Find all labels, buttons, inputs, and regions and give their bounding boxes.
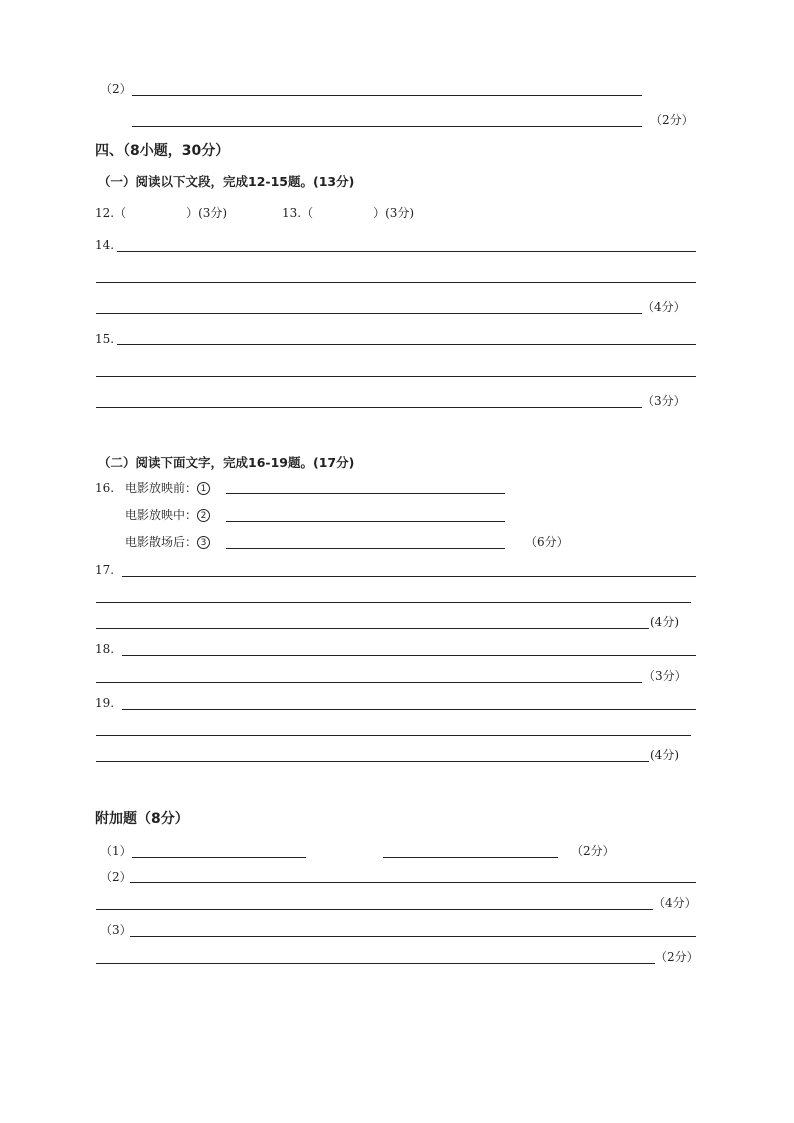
answer-line[interactable] (122, 576, 696, 577)
question-label: 19. (95, 696, 115, 710)
answer-line[interactable] (96, 313, 642, 314)
answer-line[interactable] (96, 407, 642, 408)
score-label: （2分） (655, 950, 699, 964)
question-label: （1） (100, 844, 132, 858)
answer-line[interactable] (383, 857, 558, 858)
answer-line[interactable] (96, 602, 691, 603)
circled-number: 3 (197, 536, 210, 549)
answer-line[interactable] (96, 909, 653, 910)
question-label: （2） (100, 82, 132, 96)
score-label: （3分） (643, 669, 687, 683)
q16-item-1: 电影放映前： 1 (125, 481, 210, 495)
score-label: （4分） (653, 896, 697, 910)
answer-line[interactable] (226, 521, 505, 522)
score-label: （2分） (571, 844, 615, 858)
question-label: 16. (95, 481, 115, 495)
score-label: （2分） (650, 113, 694, 127)
question-label: 14. (95, 238, 115, 252)
circled-number: 1 (197, 482, 210, 495)
score-label: （6分） (525, 535, 569, 549)
answer-line[interactable] (130, 936, 696, 937)
answer-line[interactable] (226, 548, 505, 549)
question-label: （2） (100, 870, 132, 884)
answer-line[interactable] (132, 857, 306, 858)
answer-line[interactable] (96, 282, 696, 283)
question-12: 12.（ ）(3分) (95, 206, 228, 220)
answer-line[interactable] (96, 628, 649, 629)
bonus-title: 附加题（8分） (95, 811, 189, 827)
answer-line[interactable] (132, 126, 642, 127)
answer-line[interactable] (96, 735, 691, 736)
circled-number: 2 (197, 509, 210, 522)
score-label: （3分） (642, 394, 686, 408)
question-label: 17. (95, 563, 115, 577)
subsection-title: （二）阅读下面文字，完成16-19题。(17分) (98, 455, 355, 470)
q16-item-3: 电影散场后： 3 (125, 535, 210, 549)
question-label: 15. (95, 332, 115, 346)
answer-line[interactable] (122, 709, 696, 710)
question-13: 13.（ ）(3分) (282, 206, 415, 220)
answer-line[interactable] (122, 655, 696, 656)
answer-line[interactable] (96, 963, 655, 964)
answer-line[interactable] (132, 95, 642, 96)
answer-line[interactable] (117, 344, 696, 345)
answer-line[interactable] (96, 682, 642, 683)
answer-line[interactable] (96, 761, 649, 762)
answer-line[interactable] (226, 493, 505, 494)
section-title: 四、（8小题，30分） (95, 143, 230, 159)
score-label: (4分) (650, 748, 679, 762)
q16-item-2: 电影放映中： 2 (125, 508, 210, 522)
question-label: （3） (100, 923, 132, 937)
answer-line[interactable] (117, 251, 696, 252)
score-label: （4分） (642, 300, 686, 314)
answer-line[interactable] (96, 376, 696, 377)
subsection-title: （一）阅读以下文段，完成12-15题。(13分) (98, 174, 355, 189)
score-label: (4分) (650, 615, 679, 629)
answer-line[interactable] (130, 882, 696, 883)
question-label: 18. (95, 642, 115, 656)
